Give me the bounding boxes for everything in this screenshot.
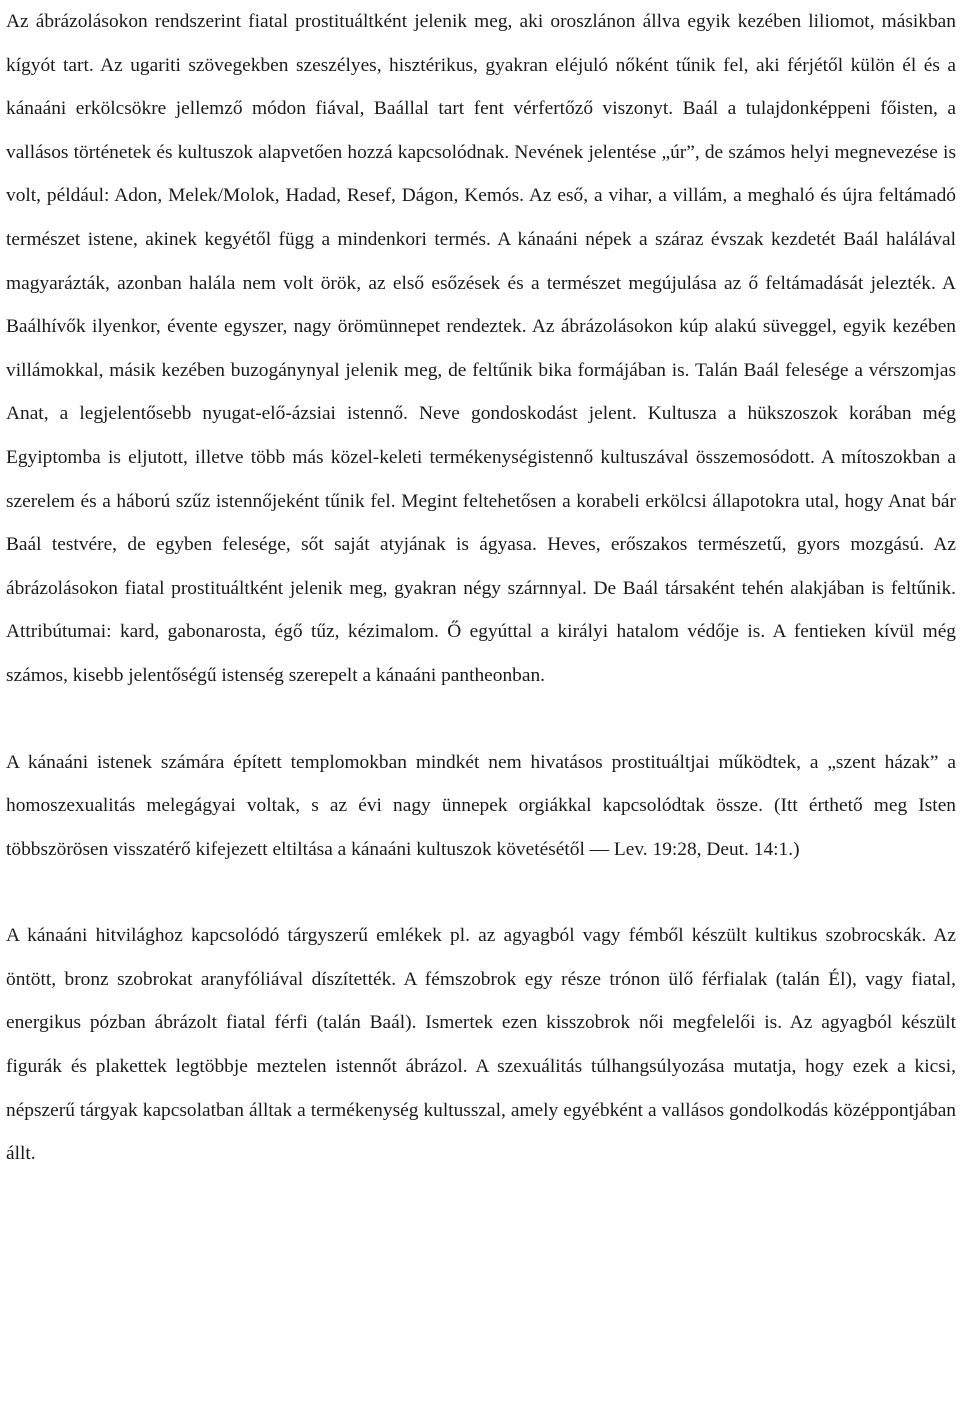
document-page (6, 0, 956, 1176)
paragraph-temple-practices: A kánaáni istenek számára épített templomokban mindkét nem hivatásos prostituáltjai működtek, a „szent házak” a homoszexualitás melegágyai voltak, s az évi nagy ünnepek orgiákkal kapcsolódtak össze. (Itt érthető meg Isten többszörösen visszatérő kifejezett eltiltása a kánaáni kultuszok követésétől — Lev. 19:28, Deut. 14:1.) (6, 751, 956, 860)
paragraph-canaanite-deities: Az ábrázolásokon rendszerint fiatal prostituáltként jelenik meg, aki oroszlánon állva egyik kezében liliomot, másikban kígyót tart. Az ugariti szövegekben szeszélyes, hisztérikus, gyakran eléjuló nőként tűnik fel, aki férjétől külön él és a kánaáni erkölcsökre jellemző módon fiával, Baállal tart fent vérfertőző viszonyt. Baál a tulajdonképpeni főisten, a vallásos történetek és kultuszok alapvetően hozzá kapcsolódnak. Nevének jelentése „úr”, de számos helyi megnevezése is volt, például: Adon, Melek/Molok, Hadad, Resef, Dágon, Kemós. Az eső, a vihar, a villám, a meghaló és újra feltámadó természet istene, akinek kegyétől függ a mindenkori termés. A kánaáni népek a száraz évszak kezdetét Baál halálával magyarázták, azonban halála nem volt örök, az első esőzések és a természet megújulása az ő feltámadását jelezték. A Baálhívők ilyenkor, évente egyszer, nagy örömünnepet rendeztek. Az ábrázolásokon kúp alakú süveggel, egyik kezében villámokkal, másik kezében buzogánynyal jelenik meg, de feltűnik bika formájában is. Talán Baál felesége a vérszomjas Anat, a legjelentősebb nyugat-elő-ázsiai istennő. Neve gondoskodást jelent. Kultusza a hükszoszok korában még Egyiptomba is eljutott, illetve több más közel-keleti termékenységistennő kultuszával összemosódott. A mítoszokban a szerelem és a háború szűz istennőjeként tűnik fel. Megint feltehetősen a korabeli erkölcsi állapotokra utal, hogy Anat bár Baál testvére, de egyben felesége, sőt saját atyjának is ágyasa. Heves, erőszakos természetű, gyors mozgású. Az ábrázolásokon fiatal prostituáltként jelenik meg, gyakran négy szárnnyal. De Baál társaként tehén alakjában is feltűnik. Attribútumai: kard, gabonarosta, égő tűz, kézimalom. Ő egyúttal a királyi hatalom védője is. A fentieken kívül még számos, kisebb jelentőségű istenség szerepelt a kánaáni pantheonban. (6, 11, 956, 686)
paragraph-cult-artifacts: A kánaáni hitvilághoz kapcsolódó tárgyszerű emlékek pl. az agyagból vagy fémből készült kultikus szobrocskák. Az öntött, bronz szobrokat aranyfóliával díszítették. A fémszobrok egy része trónon ülő férfialak (talán Él), vagy fiatal, energikus pózban ábrázolt fiatal férfi (talán Baál). Ismertek ezen kisszobrok női megfelelői is. Az agyagból készült figurák és plakettek legtöbbje meztelen istennőt ábrázol. A szexuálitás túlhangsúlyozása mutatja, hogy ezek a kicsi, népszerű tárgyak kapcsolatban álltak a termékenység kultusszal, amely egyébként a vallásos gondolkodás középpontjában állt. (6, 925, 956, 1165)
